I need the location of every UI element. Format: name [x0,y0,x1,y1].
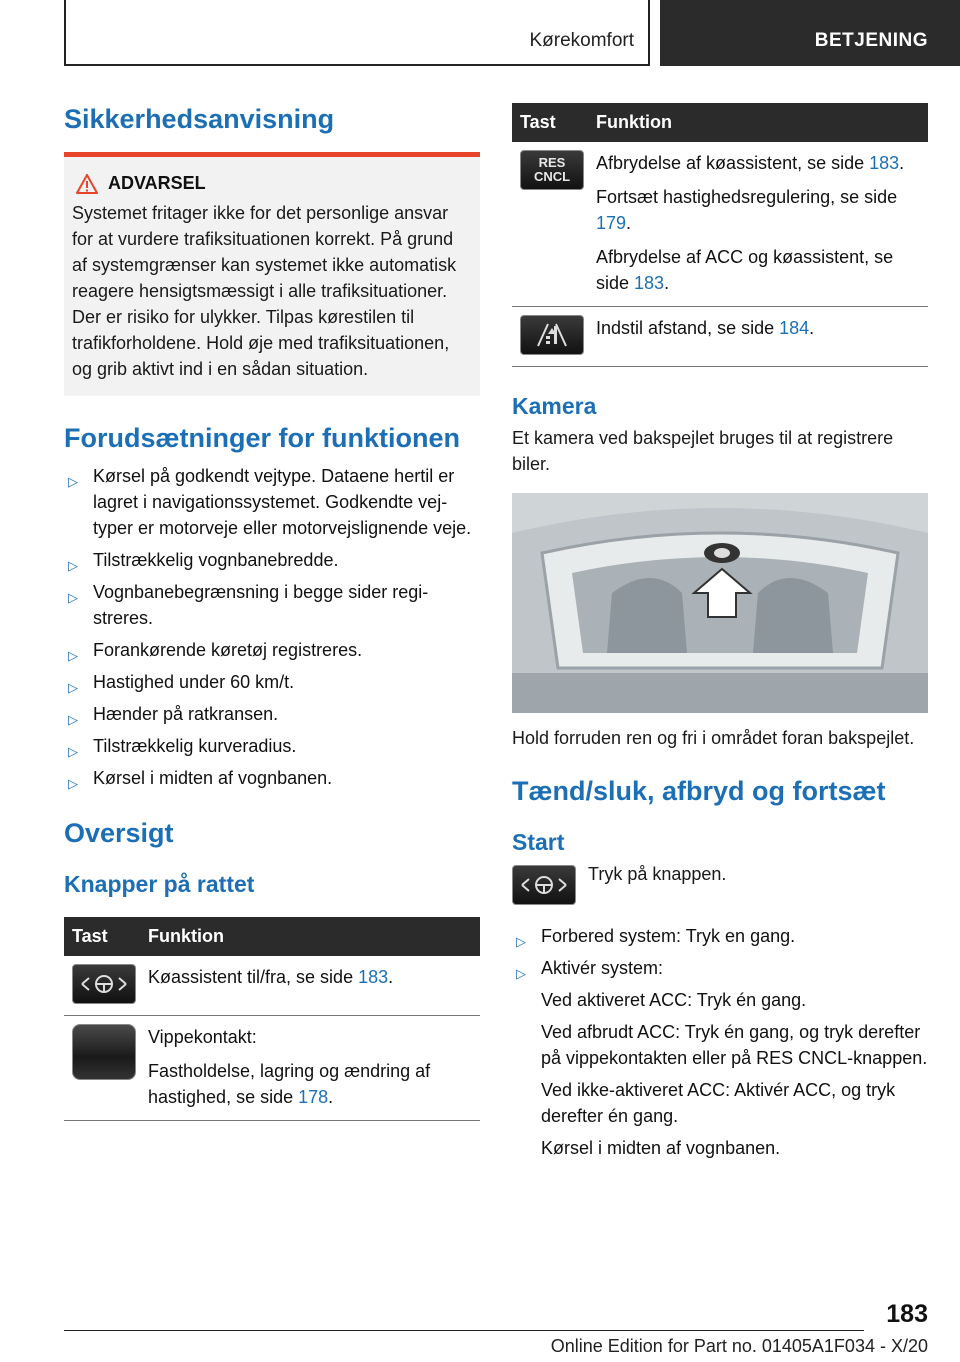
rocker-switch-icon [72,1024,136,1080]
table-header-key: Tast [512,103,588,142]
steering-assist-icon [72,964,136,1004]
table-header-function: Funktion [140,917,480,956]
warning-triangle-icon [76,174,98,194]
triangle-bullet-icon: ▷ [68,473,78,489]
header-section-tab [64,0,650,66]
list-item: ▷ Hænder på ratkransen. [64,701,480,727]
camera-note: Hold forruden ren og fri i området foran bakspejlet. [512,727,915,748]
left-column [64,100,480,1121]
triangle-bullet-icon: ▷ [68,557,78,573]
footer-edition: Online Edition for Part no. 01405A1F034 - X/20 [550,1336,928,1356]
camera-location-image [512,493,928,713]
camera-text: Et kamera ved bakspejlet bruges til at registrere biler. [512,427,894,474]
prerequisites-list [64,463,480,791]
warning-title-text: ADVARSEL [108,173,206,194]
list-item: ▷ Kørsel i midten af vognbanen. [64,765,480,791]
list-item: ▷ Tilstrækkelig kurveradius. [64,733,480,759]
list-item: ▷ Vognbanebegrænsning i begge sider registreres. [68,581,429,628]
start-row [512,865,928,905]
list-item: ▷ Kørsel på godkendt vejtype. Dataene hertil er lagret i navigationssystemet. Godkendte vejtyper er motorveje eller motorvejslignende veje. [68,465,472,538]
sub-step: Ved afbrudt ACC: Tryk én gang, og tryk derefter på vippekontakten eller på RES CNCL-knappen. [541,1021,928,1068]
triangle-bullet-icon: ▷ [68,679,78,695]
list-item: ▷ Forankørende køretøj registreres. [64,637,480,663]
table-row: Køassistent til/fra, se side 183. [64,956,480,1016]
page-link[interactable]: 183 [634,273,665,293]
table-row: RES CNCL Afbrydelse af køassistent, se side 183. Fortsæt hastighedsregulering, se side 179. Afbrydelse af ACC og køassistent, se side 183. [512,142,928,307]
warning-box [64,157,480,396]
sub-step: Ved aktiveret ACC: Tryk én gang. [541,989,807,1010]
triangle-bullet-icon: ▷ [516,965,526,981]
footer-divider [64,1330,864,1331]
start-text: Tryk på knappen. [588,863,727,884]
start-steps-list [512,923,928,1161]
page-number: 183 [886,1300,928,1328]
right-column [512,100,928,1167]
sub-step: Ved ikke-aktiveret ACC: Aktivér ACC, og tryk derefter én gang. [541,1079,896,1126]
table-header-function: Funktion [588,103,928,142]
list-item: ▷ Aktivér system: Ved aktiveret ACC: Tryk én gang. Ved afbrudt ACC: Tryk én gang, og tryk derefter på vippekontakten eller på RES CNCL-knappen. Ved ikke-aktiveret ACC: Aktivér ACC, og tryk derefter én gang. Kørsel i midten af vognbanen. [512,955,928,1161]
steering-buttons-table [64,917,480,1122]
sub-step: Kørsel i midten af vognbanen. [541,1137,781,1158]
page-link[interactable]: 184 [779,318,810,338]
header-chapter-title: BETJENING [814,30,928,51]
triangle-bullet-icon: ▷ [516,933,526,949]
list-item: ▷ Tilstrækkelig vognbanebredde. [64,547,480,573]
steering-assist-icon [512,865,576,905]
steering-buttons-heading: Knapper på rattet [64,871,255,898]
res-cncl-button-icon: RES CNCL [520,150,584,190]
table-row: Indstil afstand, se side 184. [512,307,928,367]
triangle-bullet-icon: ▷ [68,589,78,605]
warning-title [72,173,472,194]
onoff-heading: Tænd/sluk, afbryd og fortsæt [512,775,886,806]
start-heading: Start [512,828,565,855]
warning-text: Systemet fritager ikke for det personlige ansvar for at vurdere trafiksituationen korrekt. På grund af systemgrænser kan systemet ikke automatisk reagere hensigtsmæssigt i alle trafiksituationer. Der er risiko for ulykker. Tilpas kørestilen til trafikforholdene. Hold øje med trafiksituationen, og grib aktivt ind i en sådan situation. [72,203,457,380]
header-section-title: Kørekomfort [529,30,634,51]
function-table [512,103,928,367]
table-row: Vippekontakt: Fastholdelse, lagring og ændring af hastighed, se side 178. [64,1016,480,1121]
triangle-bullet-icon: ▷ [68,647,78,663]
page-link[interactable]: 179 [596,213,627,233]
triangle-bullet-icon: ▷ [68,711,78,727]
list-item: ▷ Forbered system: Tryk en gang. [512,923,928,949]
table-header-key: Tast [64,917,140,956]
page-link[interactable]: 183 [358,966,389,987]
list-item: ▷ Hastighed under 60 km/t. [64,669,480,695]
header-chapter-tab [660,0,960,66]
safety-heading: Sikkerhedsanvisning [64,104,335,134]
triangle-bullet-icon: ▷ [68,775,78,791]
page-link[interactable]: 178 [298,1087,329,1108]
page-link[interactable]: 183 [869,153,900,173]
triangle-bullet-icon: ▷ [68,743,78,759]
prerequisites-heading: Forudsætninger for funktionen [64,423,460,454]
overview-heading: Oversigt [64,817,174,848]
distance-icon [520,315,584,355]
camera-heading: Kamera [512,393,597,419]
